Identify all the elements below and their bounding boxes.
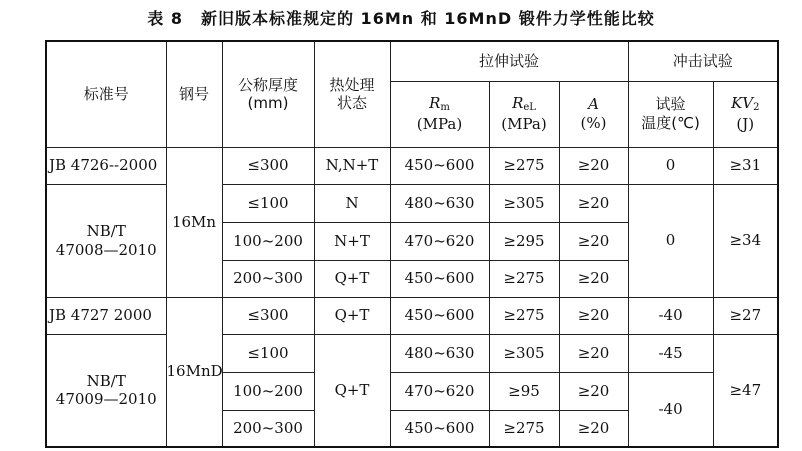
header-rel	[489, 81, 559, 147]
table-number: 表 8	[147, 9, 183, 28]
header-test-temp	[628, 81, 713, 147]
header-rm	[390, 81, 489, 147]
cell-test-temp: 0	[628, 184, 713, 297]
cell-thickness: ≤100	[222, 184, 314, 222]
header-rel-unit: (MPa)	[501, 114, 547, 133]
cell-rel: ≥305	[489, 184, 559, 222]
cell-thickness: ≤100	[222, 334, 314, 372]
cell-steel: 16MnD	[166, 297, 222, 447]
header-thickness-unit: (mm)	[247, 94, 289, 113]
header-tensile-test: 拉伸试验	[390, 41, 628, 81]
cell-a: ≥20	[559, 184, 628, 222]
cell-standard-line-1: NB/T	[86, 371, 126, 390]
cell-rel: ≥95	[489, 372, 559, 410]
header-heat-treatment-1: 热处理	[329, 75, 375, 94]
header-thickness	[222, 41, 314, 147]
cell-standard: JB 4727 2000	[46, 297, 166, 334]
cell-test-temp: 0	[628, 147, 713, 184]
cell-rm: 470~620	[390, 372, 489, 410]
mechanical-properties-table	[45, 40, 779, 448]
cell-thickness: ≤300	[222, 297, 314, 334]
cell-standard-line-2: 47008—2010	[55, 240, 157, 259]
header-kv	[713, 81, 778, 147]
cell-heat-treatment: N	[314, 184, 390, 222]
cell-rel: ≥275	[489, 410, 559, 447]
header-heat-treatment-2: 状态	[336, 94, 367, 113]
cell-thickness: 100~200	[222, 222, 314, 260]
cell-rm: 480~630	[390, 184, 489, 222]
cell-heat-treatment: N,N+T	[314, 147, 390, 184]
cell-rel: ≥305	[489, 334, 559, 372]
cell-a: ≥20	[559, 334, 628, 372]
cell-kv: ≥34	[713, 184, 778, 297]
table-row	[46, 334, 778, 372]
cell-test-temp: -40	[628, 297, 713, 334]
cell-a: ≥20	[559, 222, 628, 260]
cell-rm: 450~600	[390, 147, 489, 184]
cell-kv: ≥47	[713, 334, 778, 447]
cell-standard	[46, 184, 166, 297]
header-a-unit: (%)	[580, 114, 607, 132]
cell-test-temp: -45	[628, 334, 713, 372]
cell-test-temp: -40	[628, 372, 713, 447]
table-caption	[0, 6, 802, 29]
header-rm-sub: m	[440, 102, 450, 114]
table-row	[46, 147, 778, 184]
header-standard: 标准号	[46, 41, 166, 147]
cell-standard-line-1: NB/T	[86, 221, 126, 240]
header-kv-sub: 2	[753, 102, 760, 114]
header-kv-symbol: KV	[731, 94, 754, 113]
header-kv-unit: (J)	[736, 114, 755, 133]
header-test-temp-2: 温度(℃)	[641, 114, 700, 132]
cell-rm: 450~600	[390, 410, 489, 447]
cell-a: ≥20	[559, 372, 628, 410]
cell-standard	[46, 334, 166, 447]
cell-heat-treatment: Q+T	[314, 297, 390, 334]
header-steel: 钢号	[166, 41, 222, 147]
cell-rm: 480~630	[390, 334, 489, 372]
cell-rm: 470~620	[390, 222, 489, 260]
header-a	[559, 81, 628, 147]
header-rel-sub: eL	[523, 102, 536, 114]
cell-heat-treatment: Q+T	[314, 334, 390, 447]
header-thickness-label: 公称厚度	[237, 75, 298, 94]
cell-rm: 450~600	[390, 260, 489, 297]
header-impact-test: 冲击试验	[628, 41, 778, 81]
header-rel-symbol: R	[512, 94, 524, 113]
cell-kv: ≥31	[713, 147, 778, 184]
cell-a: ≥20	[559, 260, 628, 297]
cell-rm: 450~600	[390, 297, 489, 334]
cell-kv: ≥27	[713, 297, 778, 334]
cell-a: ≥20	[559, 297, 628, 334]
cell-a: ≥20	[559, 147, 628, 184]
cell-a: ≥20	[559, 410, 628, 447]
cell-thickness: 200~300	[222, 260, 314, 297]
cell-thickness: ≤300	[222, 147, 314, 184]
table-title: 新旧版本标准规定的 16Mn 和 16MnD 锻件力学性能比较	[200, 9, 655, 28]
cell-rel: ≥275	[489, 260, 559, 297]
header-test-temp-1: 试验	[655, 95, 686, 114]
cell-steel: 16Mn	[166, 147, 222, 297]
cell-rel: ≥275	[489, 147, 559, 184]
header-rm-symbol: R	[429, 94, 441, 113]
cell-standard-line-2: 47009—2010	[55, 390, 157, 409]
cell-heat-treatment: Q+T	[314, 260, 390, 297]
header-rm-unit: (MPa)	[416, 114, 463, 133]
table-row	[46, 297, 778, 334]
cell-thickness: 100~200	[222, 372, 314, 410]
cell-rel: ≥275	[489, 297, 559, 334]
cell-heat-treatment: N+T	[314, 222, 390, 260]
cell-thickness: 200~300	[222, 410, 314, 447]
cell-standard: JB 4726--2000	[46, 147, 166, 184]
cell-rel: ≥295	[489, 222, 559, 260]
header-a-symbol: A	[588, 95, 599, 114]
table-row	[46, 184, 778, 222]
header-heat-treatment	[314, 41, 390, 147]
